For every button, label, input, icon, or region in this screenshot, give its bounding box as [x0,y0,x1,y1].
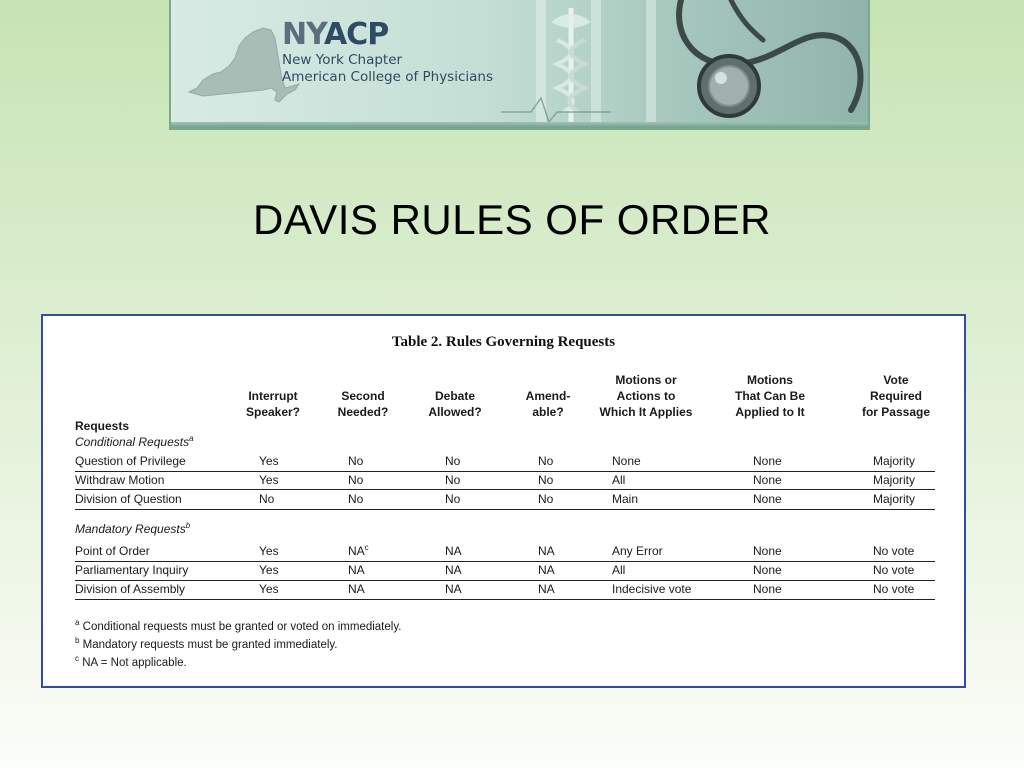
cell-vote: No vote [873,563,915,577]
cell-second: No [348,454,364,468]
footnote-text: NA = Not applicable. [82,657,187,669]
group-label-text: Conditional Requests [75,435,190,449]
footnote-marker: a [189,434,194,443]
cell-motions-applied: None [753,454,782,468]
group-label-conditional [75,434,194,450]
cell-debate: No [445,454,461,468]
col-header-applies [591,372,701,420]
cell-second: No [348,492,364,506]
cell-debate: No [445,473,461,487]
col-header-line: Required [869,389,922,403]
col-header-line: That Can Be [734,389,805,403]
col-header-line: Allowed? [428,405,482,419]
logo-ny: NY [282,17,324,52]
cell-interrupt: Yes [259,454,279,468]
cell-vote: Majority [873,454,916,468]
cell-second: NA [348,582,365,596]
cell-applies: None [612,454,641,468]
slide-title: DAVIS RULES OF ORDER [253,196,771,243]
col-header-line: Interrupt [248,389,298,403]
cell-debate: NA [445,582,462,596]
cell-second: NA [348,563,365,577]
cell-interrupt: Yes [259,473,279,487]
col-header-line: Debate [434,389,475,403]
logo-acp: ACP [323,17,389,52]
col-header-motions-applied [715,372,825,420]
cell-applies: Main [612,492,639,506]
cell-second: No [348,473,364,487]
cell-interrupt: No [259,492,275,506]
group-label-text: Mandatory Requests [75,522,186,536]
header-banner [169,0,870,130]
col-header-line: Speaker? [245,405,301,419]
col-header-line: Vote [883,373,909,387]
group-label-mandatory [75,521,190,537]
cell-motions-applied: None [753,582,782,596]
cell-applies: Indecisive vote [612,582,692,596]
logo-wordmark [282,18,493,52]
cell-interrupt: Yes [259,544,279,558]
col-header-line: Applied to It [735,405,805,419]
cell-applies: Any Error [612,544,663,558]
logo-line-1: New York Chapter [282,52,403,68]
cell-applies: All [612,473,626,487]
cell-second [348,543,369,559]
cell-vote: Majority [873,473,916,487]
cell-debate: No [445,492,461,506]
col-header-second [323,372,403,420]
row-divider [75,471,935,472]
banner-divider [171,122,868,128]
cell-interrupt: Yes [259,582,279,596]
row-name: Withdraw Motion [75,473,165,487]
row-name: Parliamentary Inquiry [75,563,189,577]
row-name: Point of Order [75,544,150,558]
row-name: Division of Question [75,492,182,506]
col-header-amend [508,372,588,420]
col-header-line: Amend- [525,389,571,403]
cell-amend: NA [538,582,555,596]
cell-amend: No [538,454,554,468]
col-header-line: Needed? [337,405,389,419]
row-divider [75,509,935,510]
rules-table-panel [41,314,966,688]
col-header-line: Motions [746,373,793,387]
col-header-line: Which It Applies [599,405,693,419]
cell-amend: NA [538,544,555,558]
cell-vote: Majority [873,492,916,506]
cell-motions-applied: None [753,473,782,487]
row-header-requests: Requests [75,419,130,433]
col-header-interrupt [233,372,313,420]
footnote-marker: c [75,654,79,664]
cell-amend: No [538,473,554,487]
footnote-text: Mandatory requests must be granted immediately. [82,639,338,651]
footnote [75,619,401,635]
row-name: Question of Privilege [75,454,186,468]
cell-vote: No vote [873,544,915,558]
cell-amend: No [538,492,554,506]
col-header-line: Motions or [615,373,677,387]
col-header-line: able? [532,405,564,419]
cell-motions-applied: None [753,544,782,558]
cell-applies: All [612,563,626,577]
cell-debate: NA [445,544,462,558]
footnote-marker: a [75,618,80,628]
row-name: Division of Assembly [75,582,186,596]
cell-debate: NA [445,563,462,577]
stethoscope-caduceus-icon [501,0,870,128]
cell-interrupt: Yes [259,563,279,577]
row-divider [75,599,935,600]
footnote [75,655,187,671]
cell-vote: No vote [873,582,915,596]
row-divider [75,489,935,490]
cell-motions-applied: None [753,563,782,577]
row-divider [75,580,935,581]
col-header-debate [415,372,495,420]
footnote [75,637,337,653]
row-divider [75,561,935,562]
col-header-vote [841,372,951,420]
col-header-line: Second [341,389,385,403]
footnote-marker: b [75,636,80,646]
footnote-marker: b [185,521,191,530]
logo [282,18,493,86]
col-header-line: for Passage [861,405,931,419]
cell-second-value: NA [348,544,365,558]
cell-motions-applied: None [753,492,782,506]
table-caption: Table 2. Rules Governing Requests [391,334,616,350]
logo-line-2: American College of Physicians [282,69,494,85]
col-header-line: Actions to [616,389,676,403]
cell-amend: NA [538,563,555,577]
footnote-marker: c [364,543,369,552]
footnote-text: Conditional requests must be granted or voted on immediately. [82,621,402,633]
